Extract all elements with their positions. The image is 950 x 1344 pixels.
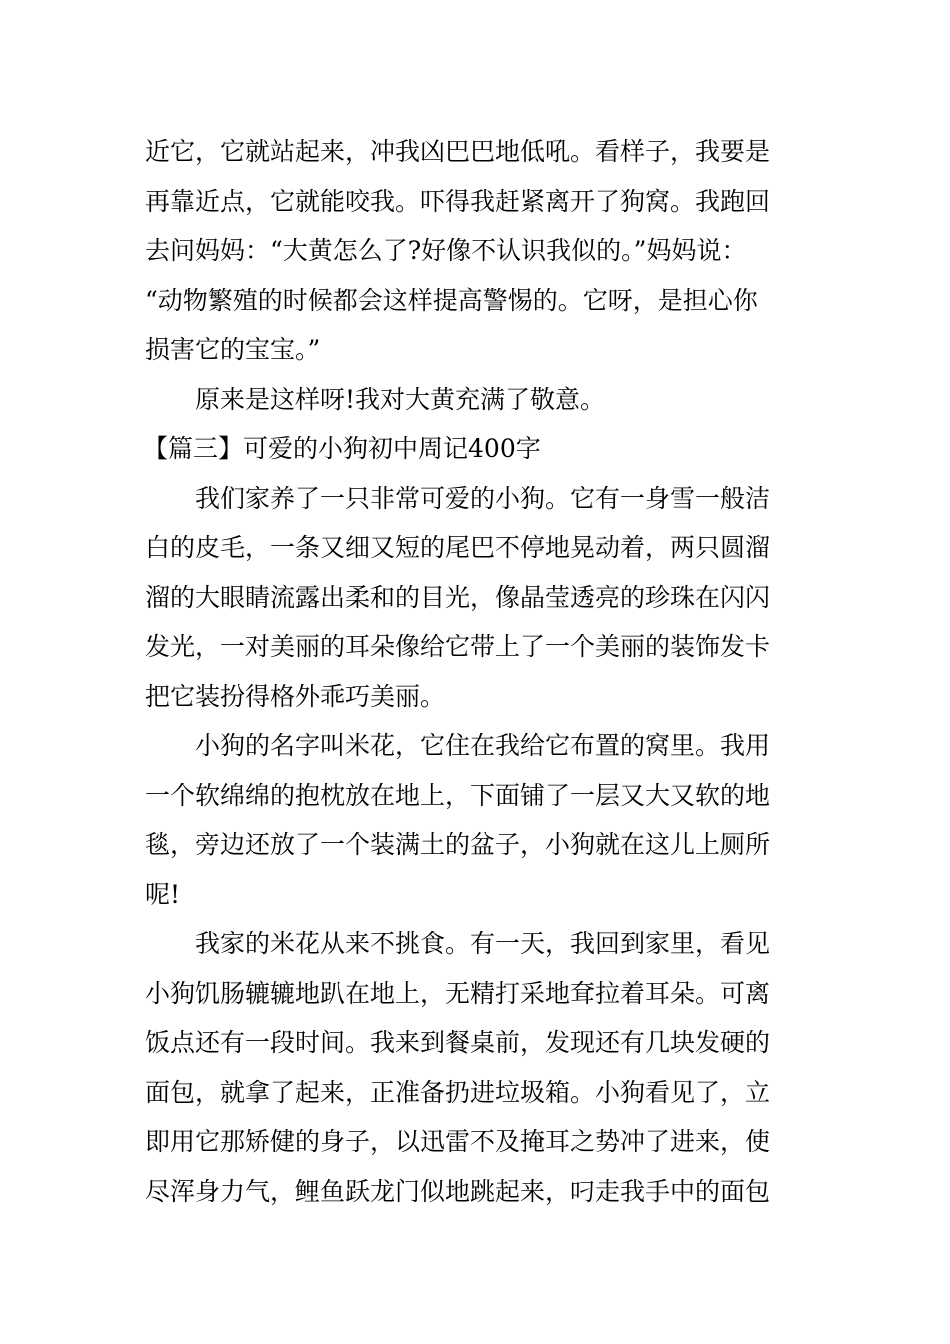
text-line: 近它，它就站起来，冲我凶巴巴地低吼。看样子，我要是 [145, 137, 771, 166]
text-line: 把它装扮得格外乖巧美丽。 [145, 681, 446, 711]
text-line: 去问妈妈：“大黄怎么了?好像不认识我似的。”妈妈说： [145, 236, 747, 265]
section-heading: 【篇三】可爱的小狗初中周记400字 [143, 434, 541, 463]
paragraph-first-line: 原来是这样呀!我对大黄充满了敬意。 [195, 384, 606, 414]
text-line: 一个软绵绵的抱枕放在地上，下面铺了一层又大又软的地 [145, 780, 771, 810]
text-line: 即用它那矫健的身子，以迅雷不及掩耳之势冲了进来，使 [145, 1127, 771, 1156]
text-line: 溜的大眼睛流露出柔和的目光，像晶莹透亮的珍珠在闪闪 [145, 582, 771, 612]
paragraph-first-line: 我们家养了一只非常可爱的小狗。它有一身雪一般洁 [195, 483, 771, 513]
text-line: 毯，旁边还放了一个装满土的盆子，小狗就在这儿上厕所 [145, 830, 771, 859]
text-line: 损害它的宝宝。” [145, 335, 321, 364]
text-line: 再靠近点，它就能咬我。吓得我赶紧离开了狗窝。我跑回 [145, 186, 771, 216]
text-line: “动物繁殖的时候都会这样提高警惕的。它呀，是担心你 [145, 285, 758, 315]
paragraph-first-line: 我家的米花从来不挑食。有一天，我回到家里，看见 [195, 929, 771, 958]
text-line: 呢! [145, 879, 181, 909]
text-line: 小狗饥肠辘辘地趴在地上，无精打采地耷拉着耳朵。可离 [145, 978, 771, 1008]
text-line: 饭点还有一段时间。我来到餐桌前，发现还有几块发硬的 [145, 1028, 771, 1057]
text-line: 尽浑身力气，鲤鱼跃龙门似地跳起来，叼走我手中的面包 [145, 1176, 771, 1206]
paragraph-first-line: 小狗的名字叫米花，它住在我给它布置的窝里。我用 [195, 731, 771, 760]
body-text [145, 127, 810, 1216]
text-line: 白的皮毛，一条又细又短的尾巴不停地晃动着，两只圆溜 [145, 533, 771, 562]
text-line: 发光，一对美丽的耳朵像给它带上了一个美丽的装饰发卡 [145, 632, 771, 661]
text-line: 面包，就拿了起来，正准备扔进垃圾箱。小狗看见了，立 [145, 1077, 771, 1107]
